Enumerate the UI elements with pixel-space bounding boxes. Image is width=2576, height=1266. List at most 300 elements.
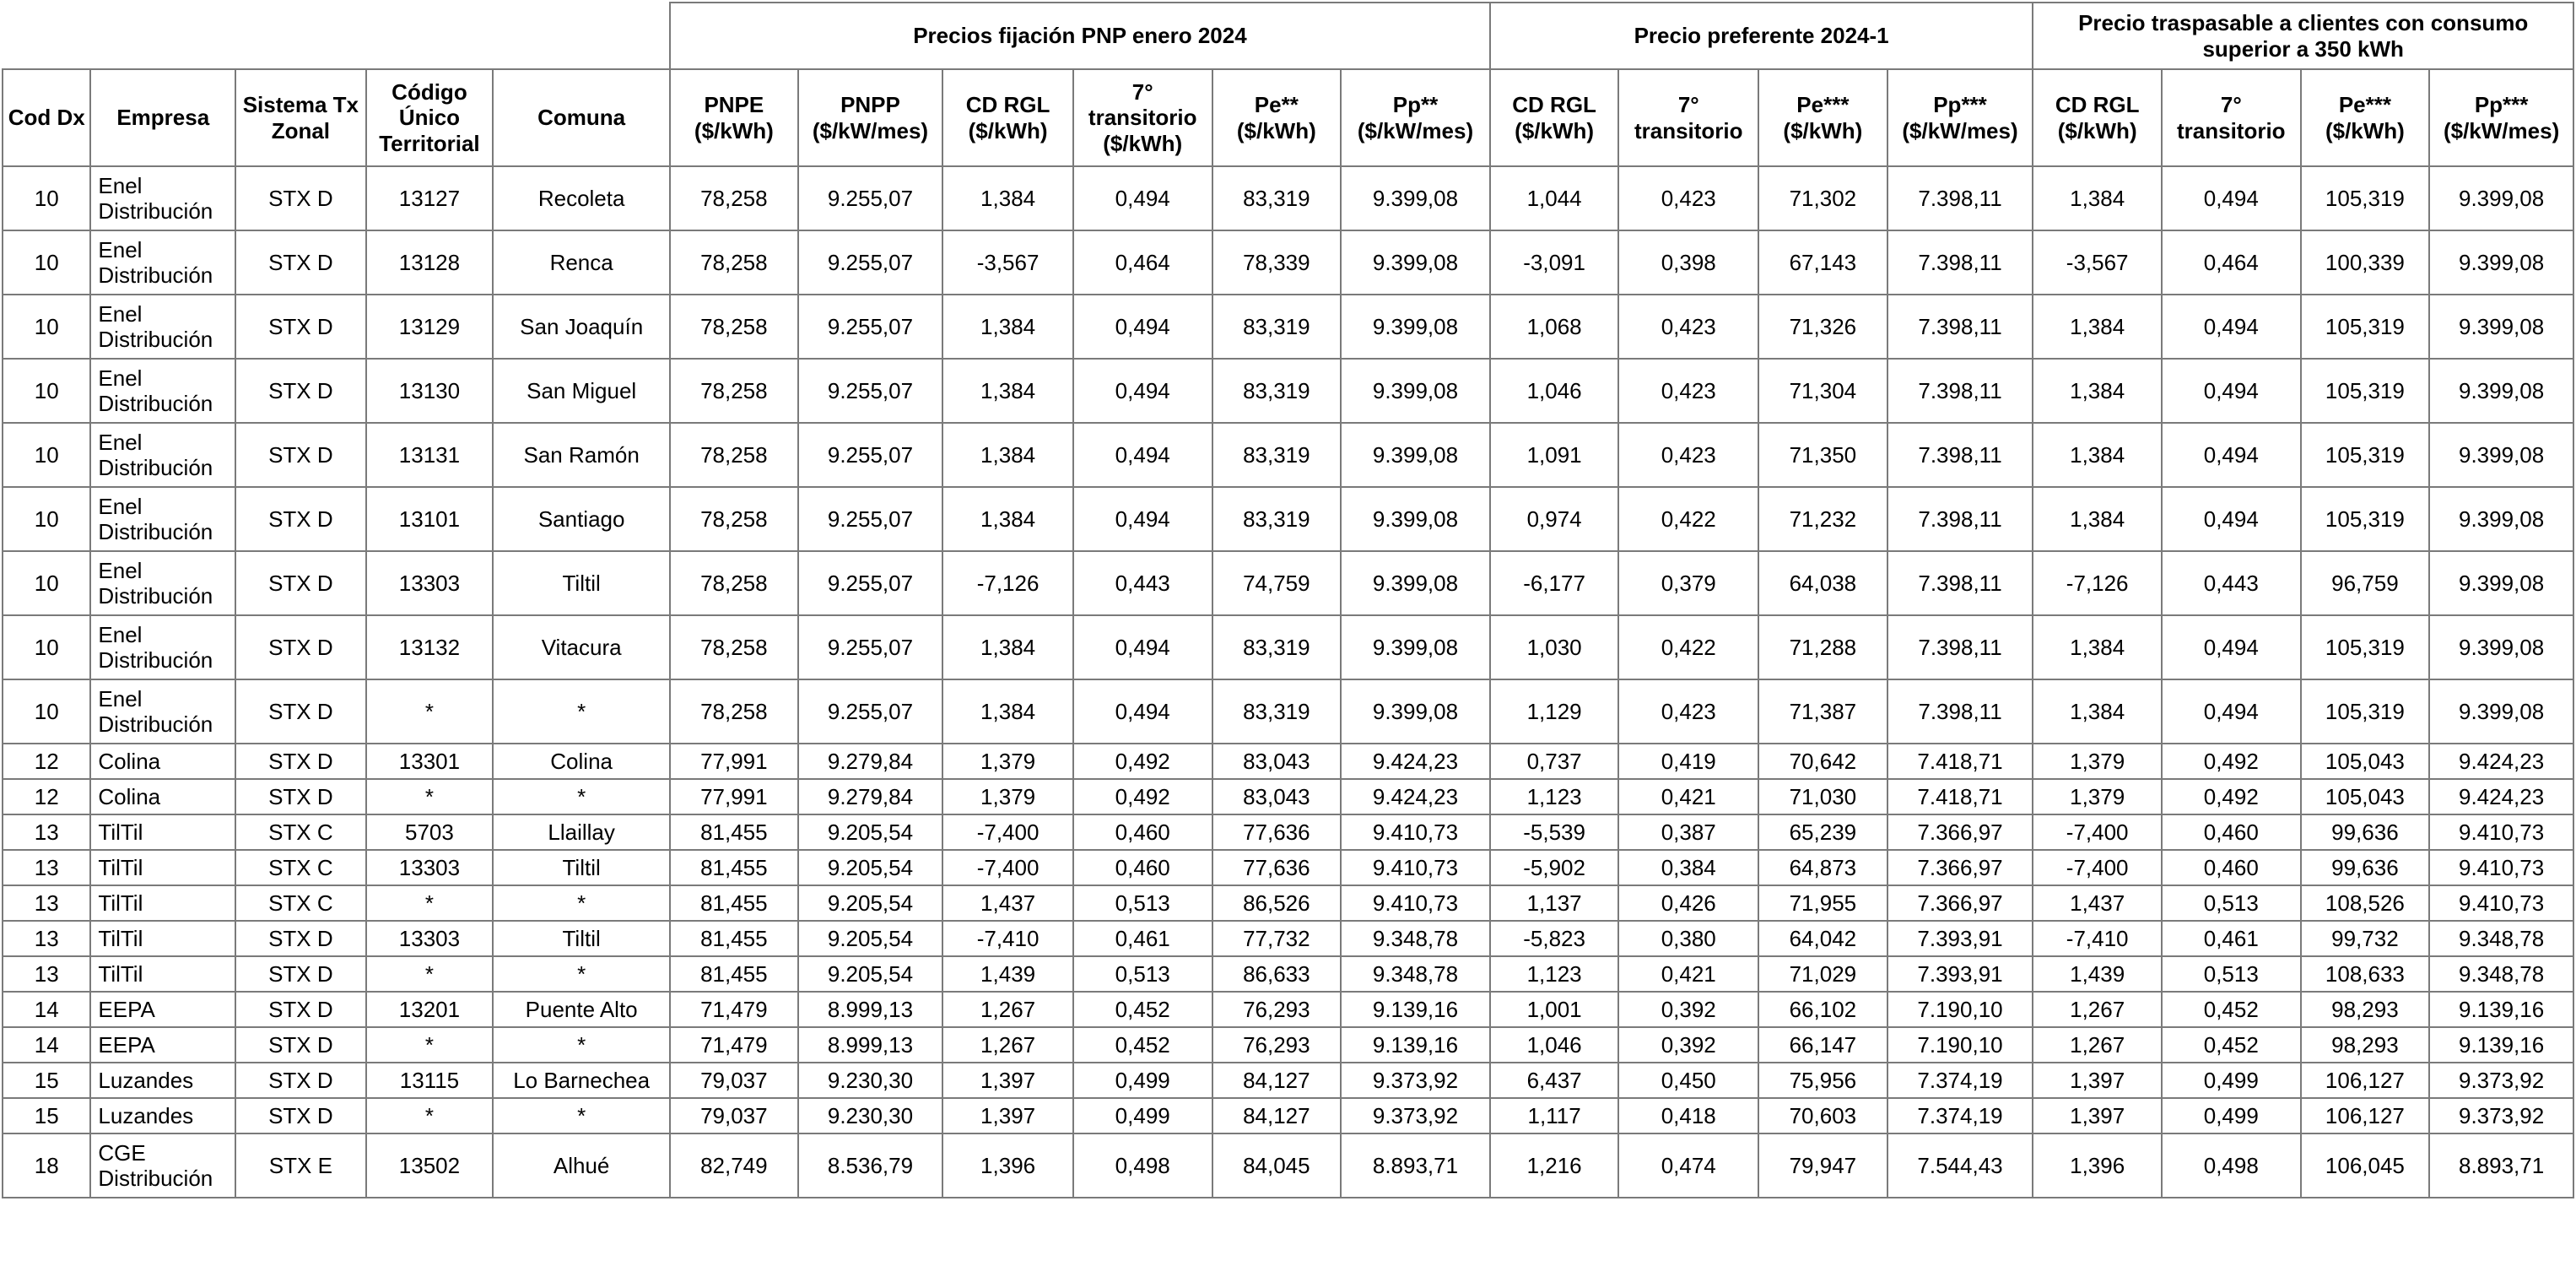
cell-cdrgl-pnp: 1,397 xyxy=(942,1063,1073,1098)
cell-transitorio-preferente: 0,450 xyxy=(1618,1063,1758,1098)
cell-transitorio-traspasable: 0,452 xyxy=(2162,1027,2301,1063)
cell-empresa: CGE Distribución xyxy=(90,1133,235,1198)
group-header-preferente: Precio preferente 2024-1 xyxy=(1490,3,2033,69)
cell-codigo: * xyxy=(366,1098,494,1133)
cell-transitorio-preferente: 0,387 xyxy=(1618,814,1758,850)
cell-empresa: TilTil xyxy=(90,956,235,992)
cell-pp-traspasable: 9.348,78 xyxy=(2429,921,2573,956)
cell-cdrgl-traspasable: 1,267 xyxy=(2033,992,2162,1027)
cell-pp-pnp: 9.399,08 xyxy=(1341,551,1490,615)
cell-sistema: STX C xyxy=(235,814,366,850)
cell-cdrgl-preferente: 1,046 xyxy=(1490,359,1619,423)
cell-pp-traspasable: 9.410,73 xyxy=(2429,850,2573,885)
cell-cdrgl-traspasable: 1,384 xyxy=(2033,487,2162,551)
cell-pe-preferente: 71,302 xyxy=(1758,166,1887,230)
cell-pe-pnp: 83,319 xyxy=(1212,359,1342,423)
cell-codigo: * xyxy=(366,679,494,744)
cell-pnpp: 9.205,54 xyxy=(798,921,943,956)
cell-pp-preferente: 7.398,11 xyxy=(1887,295,2033,359)
cell-pp-preferente: 7.366,97 xyxy=(1887,850,2033,885)
table-row xyxy=(3,744,2573,779)
cell-pp-pnp: 8.893,71 xyxy=(1341,1133,1490,1198)
cell-transitorio-traspasable: 0,464 xyxy=(2162,230,2301,295)
cell-transitorio-preferente: 0,392 xyxy=(1618,1027,1758,1063)
cell-pp-pnp: 9.399,08 xyxy=(1341,230,1490,295)
cell-cod-dx: 13 xyxy=(3,921,90,956)
cell-transitorio-preferente: 0,426 xyxy=(1618,885,1758,921)
cell-pnpe: 79,037 xyxy=(670,1098,798,1133)
col-header-pe-pnp: Pe** ($/kWh) xyxy=(1212,69,1342,166)
cell-pp-preferente: 7.393,91 xyxy=(1887,956,2033,992)
cell-empresa: Enel Distribución xyxy=(90,423,235,487)
cell-pe-preferente: 71,029 xyxy=(1758,956,1887,992)
cell-comuna: San Joaquín xyxy=(493,295,670,359)
cell-transitorio-traspasable: 0,513 xyxy=(2162,956,2301,992)
cell-pnpp: 9.230,30 xyxy=(798,1063,943,1098)
cell-pp-pnp: 9.424,23 xyxy=(1341,779,1490,814)
cell-cdrgl-traspasable: -7,126 xyxy=(2033,551,2162,615)
cell-codigo: 13303 xyxy=(366,551,494,615)
cell-empresa: Enel Distribución xyxy=(90,359,235,423)
col-header-cdrgl-pnp: CD RGL ($/kWh) xyxy=(942,69,1073,166)
cell-cdrgl-traspasable: 1,384 xyxy=(2033,359,2162,423)
cell-pp-pnp: 9.139,16 xyxy=(1341,992,1490,1027)
cell-pe-traspasable: 105,319 xyxy=(2301,295,2430,359)
cell-pnpp: 9.255,07 xyxy=(798,551,943,615)
header-blank-cell xyxy=(3,3,670,69)
cell-cdrgl-preferente: 0,737 xyxy=(1490,744,1619,779)
cell-pe-preferente: 64,873 xyxy=(1758,850,1887,885)
cell-cod-dx: 10 xyxy=(3,679,90,744)
col-header-codigo: Código Único Territorial xyxy=(366,69,494,166)
cell-transitorio-traspasable: 0,494 xyxy=(2162,295,2301,359)
cell-pe-pnp: 86,526 xyxy=(1212,885,1342,921)
cell-pe-traspasable: 106,127 xyxy=(2301,1098,2430,1133)
cell-pe-pnp: 83,319 xyxy=(1212,615,1342,679)
cell-pp-preferente: 7.366,97 xyxy=(1887,814,2033,850)
cell-sistema: STX D xyxy=(235,295,366,359)
table-row xyxy=(3,850,2573,885)
cell-cod-dx: 13 xyxy=(3,850,90,885)
cell-comuna: Tiltil xyxy=(493,850,670,885)
cell-pnpe: 71,479 xyxy=(670,1027,798,1063)
col-header-pnpp: PNPP ($/kW/mes) xyxy=(798,69,943,166)
cell-cod-dx: 10 xyxy=(3,230,90,295)
cell-pp-pnp: 9.410,73 xyxy=(1341,850,1490,885)
cell-transitorio-traspasable: 0,460 xyxy=(2162,814,2301,850)
cell-pp-pnp: 9.410,73 xyxy=(1341,885,1490,921)
cell-cod-dx: 14 xyxy=(3,1027,90,1063)
cell-cod-dx: 18 xyxy=(3,1133,90,1198)
cell-cdrgl-pnp: -7,410 xyxy=(942,921,1073,956)
cell-comuna: * xyxy=(493,1098,670,1133)
cell-transitorio-pnp: 0,499 xyxy=(1073,1098,1212,1133)
cell-comuna: Llaillay xyxy=(493,814,670,850)
cell-pp-traspasable: 9.399,08 xyxy=(2429,295,2573,359)
cell-cod-dx: 10 xyxy=(3,423,90,487)
cell-pnpe: 81,455 xyxy=(670,814,798,850)
cell-cdrgl-pnp: -7,400 xyxy=(942,850,1073,885)
cell-pnpe: 77,991 xyxy=(670,744,798,779)
cell-pe-traspasable: 105,319 xyxy=(2301,487,2430,551)
cell-transitorio-preferente: 0,380 xyxy=(1618,921,1758,956)
cell-pe-traspasable: 106,127 xyxy=(2301,1063,2430,1098)
cell-pnpe: 78,258 xyxy=(670,551,798,615)
cell-transitorio-pnp: 0,460 xyxy=(1073,850,1212,885)
cell-sistema: STX D xyxy=(235,487,366,551)
cell-transitorio-preferente: 0,422 xyxy=(1618,615,1758,679)
cell-transitorio-preferente: 0,423 xyxy=(1618,359,1758,423)
cell-pnpe: 78,258 xyxy=(670,359,798,423)
cell-pe-preferente: 66,147 xyxy=(1758,1027,1887,1063)
cell-cdrgl-traspasable: 1,397 xyxy=(2033,1063,2162,1098)
cell-pe-preferente: 67,143 xyxy=(1758,230,1887,295)
cell-empresa: Enel Distribución xyxy=(90,295,235,359)
cell-empresa: TilTil xyxy=(90,921,235,956)
table-row xyxy=(3,487,2573,551)
cell-empresa: TilTil xyxy=(90,814,235,850)
cell-pp-traspasable: 8.893,71 xyxy=(2429,1133,2573,1198)
cell-pp-preferente: 7.398,11 xyxy=(1887,166,2033,230)
cell-cdrgl-preferente: 1,044 xyxy=(1490,166,1619,230)
cell-transitorio-pnp: 0,494 xyxy=(1073,679,1212,744)
cell-codigo: 13201 xyxy=(366,992,494,1027)
cell-pe-traspasable: 99,732 xyxy=(2301,921,2430,956)
cell-transitorio-preferente: 0,392 xyxy=(1618,992,1758,1027)
cell-codigo: 13127 xyxy=(366,166,494,230)
cell-cdrgl-preferente: -3,091 xyxy=(1490,230,1619,295)
cell-cdrgl-traspasable: 1,384 xyxy=(2033,295,2162,359)
cell-pp-pnp: 9.139,16 xyxy=(1341,1027,1490,1063)
cell-codigo: * xyxy=(366,885,494,921)
cell-comuna: Recoleta xyxy=(493,166,670,230)
cell-pnpp: 9.205,54 xyxy=(798,956,943,992)
cell-codigo: 5703 xyxy=(366,814,494,850)
cell-transitorio-pnp: 0,443 xyxy=(1073,551,1212,615)
cell-cdrgl-traspasable: -7,400 xyxy=(2033,814,2162,850)
tariff-table-container xyxy=(2,2,2574,1198)
cell-empresa: EEPA xyxy=(90,1027,235,1063)
cell-pe-traspasable: 106,045 xyxy=(2301,1133,2430,1198)
cell-cdrgl-preferente: 1,030 xyxy=(1490,615,1619,679)
cell-pe-pnp: 77,636 xyxy=(1212,814,1342,850)
table-row xyxy=(3,779,2573,814)
cell-cdrgl-preferente: 1,137 xyxy=(1490,885,1619,921)
cell-transitorio-pnp: 0,492 xyxy=(1073,744,1212,779)
cell-pe-traspasable: 96,759 xyxy=(2301,551,2430,615)
table-row xyxy=(3,615,2573,679)
cell-cod-dx: 15 xyxy=(3,1098,90,1133)
table-row xyxy=(3,814,2573,850)
col-header-pp-traspasable: Pp*** ($/kW/mes) xyxy=(2429,69,2573,166)
cell-cdrgl-pnp: -7,400 xyxy=(942,814,1073,850)
cell-pe-preferente: 71,955 xyxy=(1758,885,1887,921)
cell-pp-traspasable: 9.399,08 xyxy=(2429,551,2573,615)
cell-transitorio-traspasable: 0,494 xyxy=(2162,423,2301,487)
group-header-traspasable: Precio traspasable a clientes con consumo superior a 350 kWh xyxy=(2033,3,2573,69)
cell-pe-pnp: 86,633 xyxy=(1212,956,1342,992)
cell-pe-traspasable: 105,319 xyxy=(2301,359,2430,423)
cell-pp-preferente: 7.374,19 xyxy=(1887,1098,2033,1133)
cell-cod-dx: 10 xyxy=(3,359,90,423)
cell-pp-pnp: 9.399,08 xyxy=(1341,423,1490,487)
col-header-cdrgl-preferente: CD RGL ($/kWh) xyxy=(1490,69,1619,166)
cell-sistema: STX D xyxy=(235,166,366,230)
cell-pp-preferente: 7.366,97 xyxy=(1887,885,2033,921)
cell-transitorio-traspasable: 0,494 xyxy=(2162,679,2301,744)
cell-sistema: STX D xyxy=(235,956,366,992)
col-header-pe-traspasable: Pe*** ($/kWh) xyxy=(2301,69,2430,166)
cell-cdrgl-preferente: 1,216 xyxy=(1490,1133,1619,1198)
cell-transitorio-traspasable: 0,499 xyxy=(2162,1098,2301,1133)
cell-transitorio-pnp: 0,494 xyxy=(1073,295,1212,359)
cell-pp-pnp: 9.410,73 xyxy=(1341,814,1490,850)
cell-pe-traspasable: 99,636 xyxy=(2301,850,2430,885)
cell-cdrgl-traspasable: 1,439 xyxy=(2033,956,2162,992)
cell-cdrgl-traspasable: 1,437 xyxy=(2033,885,2162,921)
cell-pe-traspasable: 105,319 xyxy=(2301,423,2430,487)
cell-cod-dx: 15 xyxy=(3,1063,90,1098)
cell-pp-preferente: 7.374,19 xyxy=(1887,1063,2033,1098)
cell-pe-pnp: 77,636 xyxy=(1212,850,1342,885)
cell-cdrgl-pnp: 1,379 xyxy=(942,779,1073,814)
cell-cdrgl-preferente: 1,046 xyxy=(1490,1027,1619,1063)
cell-pnpe: 81,455 xyxy=(670,956,798,992)
cell-sistema: STX E xyxy=(235,1133,366,1198)
table-row xyxy=(3,423,2573,487)
cell-codigo: 13129 xyxy=(366,295,494,359)
cell-cdrgl-pnp: 1,384 xyxy=(942,679,1073,744)
cell-empresa: Enel Distribución xyxy=(90,679,235,744)
cell-cdrgl-pnp: 1,397 xyxy=(942,1098,1073,1133)
cell-pp-preferente: 7.398,11 xyxy=(1887,230,2033,295)
cell-pp-traspasable: 9.399,08 xyxy=(2429,679,2573,744)
col-header-cdrgl-traspasable: CD RGL ($/kWh) xyxy=(2033,69,2162,166)
cell-cdrgl-preferente: 1,001 xyxy=(1490,992,1619,1027)
cell-transitorio-pnp: 0,498 xyxy=(1073,1133,1212,1198)
cell-transitorio-traspasable: 0,492 xyxy=(2162,744,2301,779)
cell-pe-preferente: 71,326 xyxy=(1758,295,1887,359)
cell-pnpp: 9.279,84 xyxy=(798,744,943,779)
cell-cdrgl-preferente: 1,068 xyxy=(1490,295,1619,359)
col-header-pp-preferente: Pp*** ($/kW/mes) xyxy=(1887,69,2033,166)
cell-comuna: Puente Alto xyxy=(493,992,670,1027)
cell-pnpe: 78,258 xyxy=(670,615,798,679)
cell-pnpp: 9.255,07 xyxy=(798,615,943,679)
cell-pp-traspasable: 9.373,92 xyxy=(2429,1098,2573,1133)
cell-pe-traspasable: 108,633 xyxy=(2301,956,2430,992)
cell-pp-traspasable: 9.399,08 xyxy=(2429,166,2573,230)
cell-pe-pnp: 76,293 xyxy=(1212,1027,1342,1063)
table-row xyxy=(3,921,2573,956)
cell-pe-traspasable: 105,043 xyxy=(2301,779,2430,814)
cell-sistema: STX D xyxy=(235,921,366,956)
cell-pe-pnp: 76,293 xyxy=(1212,992,1342,1027)
cell-codigo: * xyxy=(366,1027,494,1063)
cell-empresa: Enel Distribución xyxy=(90,551,235,615)
cell-pe-traspasable: 105,319 xyxy=(2301,615,2430,679)
cell-pe-preferente: 66,102 xyxy=(1758,992,1887,1027)
cell-pe-preferente: 71,030 xyxy=(1758,779,1887,814)
cell-pe-pnp: 83,319 xyxy=(1212,679,1342,744)
cell-pe-traspasable: 105,043 xyxy=(2301,744,2430,779)
cell-empresa: Enel Distribución xyxy=(90,230,235,295)
cell-comuna: * xyxy=(493,779,670,814)
cell-transitorio-pnp: 0,494 xyxy=(1073,423,1212,487)
cell-pe-preferente: 79,947 xyxy=(1758,1133,1887,1198)
cell-cdrgl-traspasable: 1,379 xyxy=(2033,779,2162,814)
cell-transitorio-traspasable: 0,513 xyxy=(2162,885,2301,921)
cell-pnpp: 9.230,30 xyxy=(798,1098,943,1133)
cell-pe-pnp: 83,319 xyxy=(1212,423,1342,487)
cell-pp-pnp: 9.399,08 xyxy=(1341,166,1490,230)
cell-pp-preferente: 7.398,11 xyxy=(1887,615,2033,679)
table-body xyxy=(3,166,2573,1198)
cell-cdrgl-pnp: 1,396 xyxy=(942,1133,1073,1198)
cell-cdrgl-preferente: 1,123 xyxy=(1490,956,1619,992)
cell-comuna: Renca xyxy=(493,230,670,295)
col-header-cod-dx: Cod Dx xyxy=(3,69,90,166)
cell-codigo: 13301 xyxy=(366,744,494,779)
cell-pe-traspasable: 98,293 xyxy=(2301,992,2430,1027)
col-header-empresa: Empresa xyxy=(90,69,235,166)
cell-sistema: STX D xyxy=(235,230,366,295)
cell-pp-traspasable: 9.139,16 xyxy=(2429,992,2573,1027)
cell-sistema: STX C xyxy=(235,850,366,885)
col-header-pp-pnp: Pp** ($/kW/mes) xyxy=(1341,69,1490,166)
cell-pe-preferente: 64,042 xyxy=(1758,921,1887,956)
cell-transitorio-traspasable: 0,494 xyxy=(2162,359,2301,423)
cell-transitorio-pnp: 0,461 xyxy=(1073,921,1212,956)
cell-transitorio-traspasable: 0,461 xyxy=(2162,921,2301,956)
tariff-table xyxy=(2,2,2574,1198)
cell-pnpp: 9.255,07 xyxy=(798,295,943,359)
cell-transitorio-pnp: 0,494 xyxy=(1073,166,1212,230)
cell-cdrgl-pnp: 1,267 xyxy=(942,992,1073,1027)
col-header-transitorio-traspasable: 7° transitorio xyxy=(2162,69,2301,166)
cell-cdrgl-traspasable: -7,400 xyxy=(2033,850,2162,885)
cell-comuna: San Ramón xyxy=(493,423,670,487)
cell-pe-pnp: 83,319 xyxy=(1212,487,1342,551)
cell-sistema: STX D xyxy=(235,1098,366,1133)
cell-transitorio-preferente: 0,421 xyxy=(1618,779,1758,814)
cell-pnpp: 8.999,13 xyxy=(798,992,943,1027)
cell-pe-traspasable: 108,526 xyxy=(2301,885,2430,921)
cell-pnpe: 78,258 xyxy=(670,166,798,230)
cell-transitorio-preferente: 0,419 xyxy=(1618,744,1758,779)
cell-pnpp: 9.255,07 xyxy=(798,166,943,230)
cell-pnpp: 8.536,79 xyxy=(798,1133,943,1198)
cell-pp-traspasable: 9.399,08 xyxy=(2429,230,2573,295)
cell-transitorio-pnp: 0,494 xyxy=(1073,359,1212,423)
cell-cdrgl-preferente: 1,091 xyxy=(1490,423,1619,487)
cell-transitorio-preferente: 0,422 xyxy=(1618,487,1758,551)
cell-sistema: STX D xyxy=(235,551,366,615)
cell-transitorio-pnp: 0,492 xyxy=(1073,779,1212,814)
cell-pe-preferente: 71,350 xyxy=(1758,423,1887,487)
cell-pp-pnp: 9.348,78 xyxy=(1341,921,1490,956)
cell-cdrgl-traspasable: 1,396 xyxy=(2033,1133,2162,1198)
cell-cdrgl-preferente: -5,539 xyxy=(1490,814,1619,850)
cell-pp-preferente: 7.398,11 xyxy=(1887,679,2033,744)
cell-pp-pnp: 9.399,08 xyxy=(1341,295,1490,359)
cell-cod-dx: 14 xyxy=(3,992,90,1027)
cell-pp-pnp: 9.373,92 xyxy=(1341,1063,1490,1098)
cell-cdrgl-traspasable: 1,384 xyxy=(2033,615,2162,679)
cell-codigo: 13303 xyxy=(366,850,494,885)
cell-cdrgl-traspasable: -3,567 xyxy=(2033,230,2162,295)
cell-transitorio-traspasable: 0,452 xyxy=(2162,992,2301,1027)
cell-pnpe: 81,455 xyxy=(670,850,798,885)
table-row xyxy=(3,359,2573,423)
cell-comuna: Colina xyxy=(493,744,670,779)
cell-pp-traspasable: 9.410,73 xyxy=(2429,814,2573,850)
cell-pe-pnp: 84,127 xyxy=(1212,1063,1342,1098)
cell-pp-traspasable: 9.399,08 xyxy=(2429,359,2573,423)
cell-pp-traspasable: 9.410,73 xyxy=(2429,885,2573,921)
cell-pp-pnp: 9.424,23 xyxy=(1341,744,1490,779)
cell-pnpp: 9.205,54 xyxy=(798,850,943,885)
cell-pnpe: 78,258 xyxy=(670,295,798,359)
cell-pe-preferente: 70,603 xyxy=(1758,1098,1887,1133)
cell-transitorio-preferente: 0,379 xyxy=(1618,551,1758,615)
cell-sistema: STX D xyxy=(235,423,366,487)
cell-codigo: 13115 xyxy=(366,1063,494,1098)
cell-empresa: EEPA xyxy=(90,992,235,1027)
cell-codigo: * xyxy=(366,779,494,814)
cell-codigo: 13303 xyxy=(366,921,494,956)
cell-cod-dx: 12 xyxy=(3,744,90,779)
cell-sistema: STX D xyxy=(235,1027,366,1063)
cell-transitorio-traspasable: 0,494 xyxy=(2162,166,2301,230)
cell-cod-dx: 13 xyxy=(3,956,90,992)
cell-pe-preferente: 75,956 xyxy=(1758,1063,1887,1098)
cell-cdrgl-traspasable: 1,379 xyxy=(2033,744,2162,779)
cell-comuna: Tiltil xyxy=(493,921,670,956)
cell-empresa: Enel Distribución xyxy=(90,487,235,551)
cell-pp-traspasable: 9.424,23 xyxy=(2429,779,2573,814)
cell-cdrgl-preferente: 0,974 xyxy=(1490,487,1619,551)
cell-pp-traspasable: 9.399,08 xyxy=(2429,615,2573,679)
cell-pe-pnp: 78,339 xyxy=(1212,230,1342,295)
cell-empresa: Luzandes xyxy=(90,1063,235,1098)
cell-pp-preferente: 7.398,11 xyxy=(1887,551,2033,615)
cell-comuna: * xyxy=(493,679,670,744)
cell-cdrgl-pnp: 1,384 xyxy=(942,615,1073,679)
cell-pp-preferente: 7.398,11 xyxy=(1887,487,2033,551)
cell-comuna: Tiltil xyxy=(493,551,670,615)
cell-pnpp: 9.255,07 xyxy=(798,359,943,423)
cell-transitorio-preferente: 0,421 xyxy=(1618,956,1758,992)
cell-transitorio-traspasable: 0,494 xyxy=(2162,615,2301,679)
cell-pnpp: 9.279,84 xyxy=(798,779,943,814)
cell-cdrgl-pnp: 1,379 xyxy=(942,744,1073,779)
cell-pe-pnp: 84,045 xyxy=(1212,1133,1342,1198)
cell-pe-preferente: 71,288 xyxy=(1758,615,1887,679)
cell-pnpp: 9.255,07 xyxy=(798,487,943,551)
table-row xyxy=(3,1063,2573,1098)
cell-cdrgl-pnp: 1,384 xyxy=(942,487,1073,551)
cell-cdrgl-preferente: 1,123 xyxy=(1490,779,1619,814)
cell-pe-pnp: 77,732 xyxy=(1212,921,1342,956)
cell-codigo: 13131 xyxy=(366,423,494,487)
cell-cod-dx: 13 xyxy=(3,885,90,921)
cell-transitorio-pnp: 0,464 xyxy=(1073,230,1212,295)
cell-pe-traspasable: 100,339 xyxy=(2301,230,2430,295)
table-row xyxy=(3,992,2573,1027)
cell-comuna: * xyxy=(493,956,670,992)
cell-cod-dx: 10 xyxy=(3,295,90,359)
